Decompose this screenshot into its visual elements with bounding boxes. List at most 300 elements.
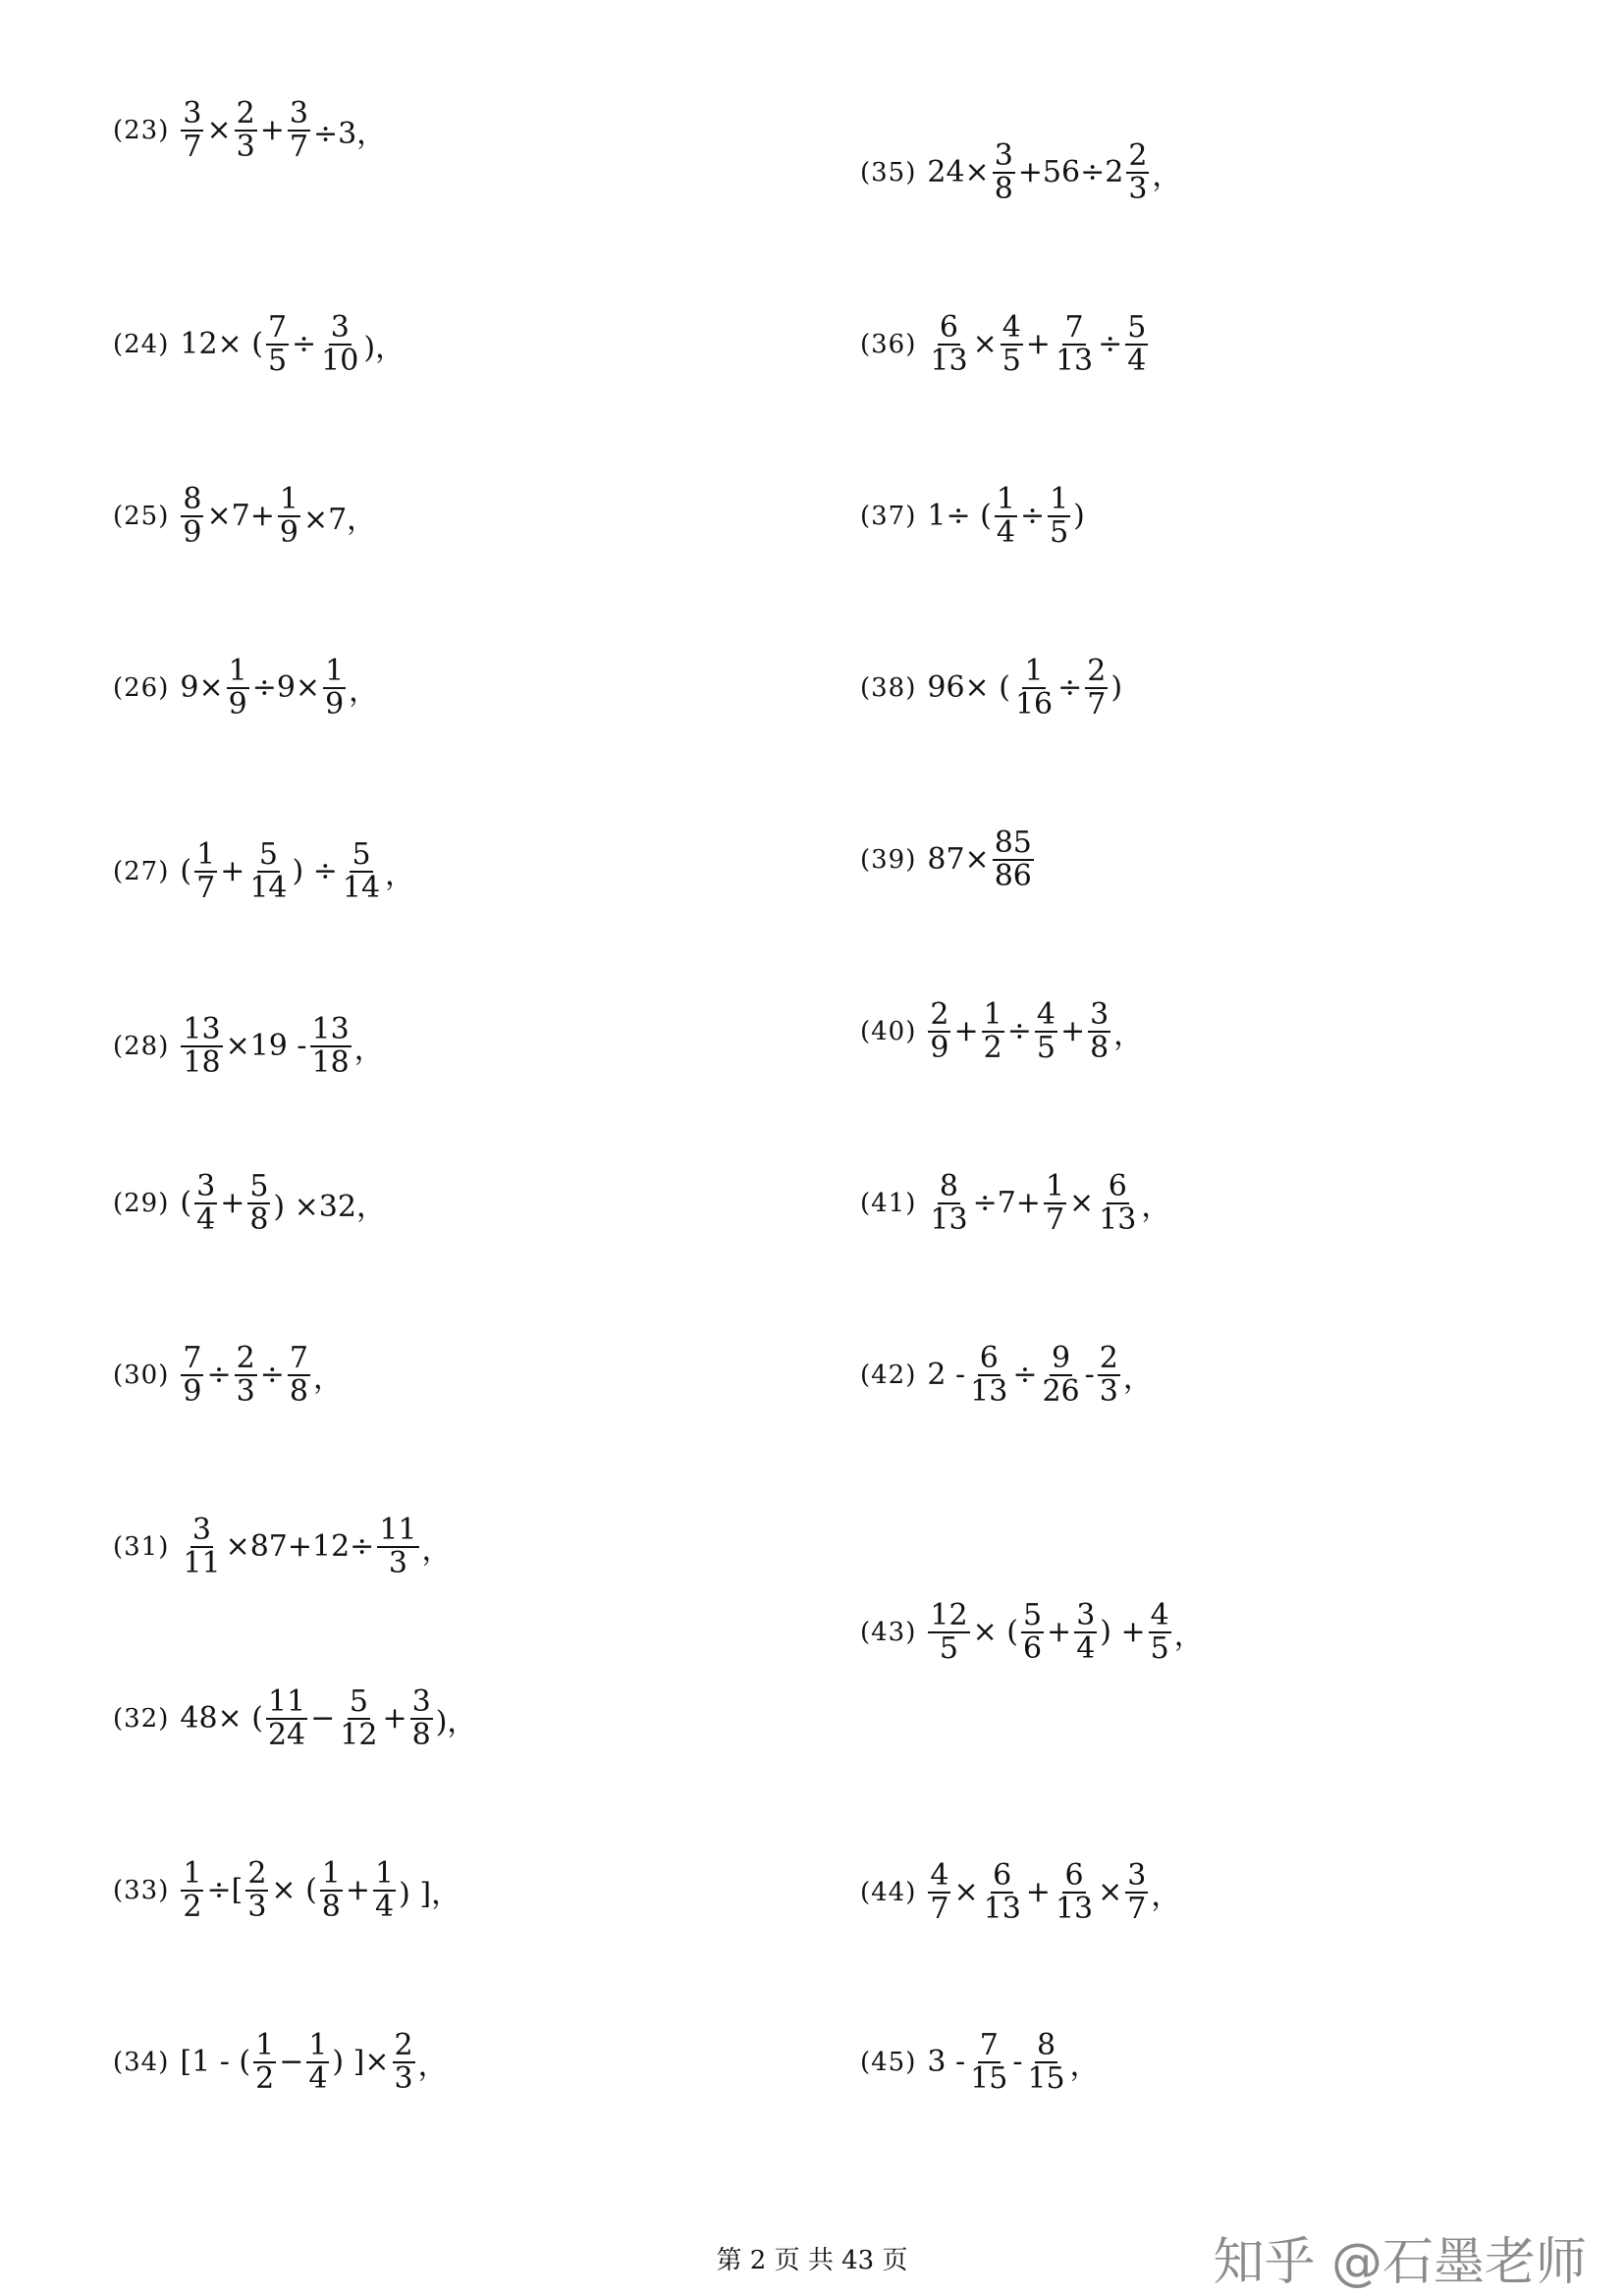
numerator: 2 — [394, 2028, 413, 2062]
problem-expression — [179, 1858, 461, 1922]
operator-text: ， — [1141, 1189, 1171, 1224]
problem-item — [860, 1343, 1154, 1407]
denominator: 2 — [183, 1889, 202, 1924]
denominator: 2 — [983, 1030, 1002, 1065]
problem-item — [860, 1860, 1181, 1924]
numerator: 7 — [979, 2028, 999, 2062]
watermark: 知乎 @石墨老师 — [1213, 2233, 1587, 2292]
denominator: 9 — [279, 514, 298, 550]
numerator: 3 — [411, 1684, 431, 1719]
fraction — [194, 839, 217, 903]
operator-text: ×87+12÷ — [225, 1529, 375, 1564]
fraction — [266, 1686, 307, 1750]
operator-text: ÷ — [1098, 327, 1123, 361]
denominator: 9 — [325, 686, 345, 721]
problem-item — [113, 656, 379, 720]
operator-text: ÷ — [206, 1358, 232, 1392]
fraction — [235, 1343, 257, 1407]
denominator: 2 — [255, 2060, 275, 2096]
problem-number: (33) — [113, 1875, 170, 1905]
denominator: 13 — [930, 343, 968, 378]
fraction — [968, 1343, 1009, 1407]
numerator: 6 — [939, 310, 959, 345]
operator-text: + — [259, 113, 285, 147]
denominator: 15 — [970, 2060, 1008, 2096]
numerator: 1 — [983, 997, 1002, 1032]
denominator: 13 — [1055, 343, 1094, 378]
denominator: 18 — [183, 1044, 221, 1080]
operator-text: + — [953, 1014, 979, 1048]
problem-number: (43) — [860, 1617, 917, 1647]
problem-item — [113, 839, 415, 903]
operator-text: + — [1025, 1875, 1051, 1909]
problem-expression — [926, 1171, 1171, 1235]
operator-text: ， — [1152, 158, 1182, 193]
problem-expression — [179, 312, 406, 376]
fraction — [341, 839, 382, 903]
fraction — [1074, 1600, 1097, 1664]
operator-text: ) ]， — [399, 1876, 461, 1911]
operator-text: ÷9× — [251, 670, 321, 705]
fraction — [968, 2030, 1009, 2094]
denominator: 9 — [228, 686, 247, 721]
problem-expression — [926, 1860, 1181, 1924]
numerator: 3 — [994, 138, 1013, 173]
denominator: 8 — [289, 1373, 308, 1409]
numerator: 8 — [939, 1169, 959, 1203]
operator-text: ， — [385, 857, 415, 892]
operator-text: ) — [1073, 499, 1085, 533]
operator-text: ) ÷ — [292, 854, 338, 888]
fraction — [181, 1858, 203, 1922]
fraction — [181, 1343, 203, 1407]
fraction — [247, 839, 289, 903]
numerator: 11 — [379, 1513, 417, 1547]
fraction — [278, 484, 300, 548]
problem-item — [860, 828, 1036, 891]
fraction — [181, 484, 203, 548]
fraction — [181, 1515, 222, 1578]
problem-expression — [926, 484, 1086, 548]
problem-number: (39) — [860, 844, 917, 875]
problem-number: (37) — [860, 501, 917, 531]
fraction — [338, 1686, 379, 1750]
operator-text: +56÷2 — [1017, 155, 1124, 189]
problem-expression — [179, 484, 377, 548]
denominator: 7 — [1127, 1891, 1147, 1926]
denominator: 3 — [394, 2060, 413, 2096]
denominator: 3 — [247, 1889, 267, 1924]
denominator: 13 — [983, 1891, 1021, 1926]
denominator: 7 — [930, 1891, 949, 1926]
denominator: 13 — [970, 1373, 1008, 1409]
numerator: 3 — [330, 310, 350, 345]
operator-text: + — [220, 854, 245, 888]
problem-item — [860, 999, 1144, 1063]
numerator: 2 — [247, 1856, 267, 1891]
numerator: 11 — [267, 1684, 306, 1719]
denominator: 13 — [1099, 1201, 1137, 1237]
numerator: 3 — [1090, 997, 1110, 1032]
operator-text: ×7， — [302, 502, 377, 537]
operator-text: 96× ( — [927, 670, 1010, 705]
operator-text: - — [1012, 2045, 1023, 2079]
operator-text: ) ×32， — [273, 1189, 386, 1224]
numerator: 1 — [1024, 654, 1044, 688]
numerator: 6 — [979, 1341, 999, 1375]
operator-text: ÷ — [1006, 1014, 1032, 1048]
fraction — [928, 1171, 969, 1235]
problem-expression — [179, 1343, 344, 1407]
denominator: 24 — [267, 1717, 306, 1752]
operator-text: + — [220, 1186, 245, 1220]
problem-number: (34) — [113, 2047, 170, 2077]
numerator: 2 — [1087, 654, 1107, 688]
fraction — [235, 98, 257, 162]
problem-expression — [926, 140, 1182, 204]
problem-expression — [926, 1343, 1154, 1407]
operator-text: 2 - — [927, 1358, 966, 1392]
problem-item — [860, 2030, 1101, 2094]
problem-expression — [179, 1686, 477, 1750]
operator-text: + — [1025, 327, 1051, 361]
fraction — [194, 1171, 217, 1235]
numerator: 3 — [289, 96, 308, 131]
numerator: 5 — [249, 1169, 269, 1203]
denominator: 14 — [342, 870, 381, 905]
numerator: 1 — [308, 2028, 328, 2062]
operator-text: × — [972, 327, 998, 361]
numerator: 5 — [349, 1684, 368, 1719]
denominator: 16 — [1014, 686, 1054, 721]
problem-expression — [179, 98, 387, 162]
numerator: 1 — [228, 654, 247, 688]
numerator: 13 — [183, 1012, 221, 1046]
problem-number: (32) — [113, 1703, 170, 1734]
problem-item — [113, 1515, 453, 1578]
fraction — [928, 1600, 969, 1664]
denominator: 3 — [1099, 1373, 1118, 1409]
operator-text: ×7+ — [206, 499, 275, 533]
operator-text: ÷ — [1057, 670, 1083, 705]
fraction — [1001, 312, 1023, 376]
numerator: 6 — [993, 1858, 1012, 1893]
numerator: 5 — [1127, 310, 1147, 345]
operator-text: ， — [1113, 1017, 1144, 1052]
numerator: 1 — [1045, 1169, 1065, 1203]
denominator: 9 — [930, 1030, 949, 1065]
operator-text: ， — [1173, 1618, 1204, 1653]
fraction — [993, 140, 1015, 204]
operator-text: ， — [417, 2048, 448, 2083]
denominator: 6 — [1022, 1630, 1043, 1666]
operator-text: )， — [435, 1704, 477, 1739]
operator-text: ) ]× — [332, 2045, 390, 2079]
operator-text: × ( — [972, 1615, 1018, 1649]
fraction — [1035, 999, 1057, 1063]
operator-text: ， — [421, 1532, 452, 1568]
problem-number: (27) — [113, 856, 170, 886]
fraction — [1125, 1860, 1148, 1924]
problem-item — [860, 1600, 1205, 1664]
operator-text: - — [1084, 1358, 1095, 1392]
operator-text: ÷7+ — [972, 1186, 1041, 1220]
problem-number: (40) — [860, 1016, 917, 1046]
operator-text: 24× — [927, 155, 990, 189]
problem-item — [113, 1343, 344, 1407]
denominator: 9 — [183, 1373, 202, 1409]
problem-number: (26) — [113, 672, 170, 703]
numerator: 7 — [1064, 310, 1084, 345]
operator-text: × — [1098, 1875, 1123, 1909]
denominator: 5 — [1036, 1030, 1056, 1065]
fraction — [1040, 1343, 1081, 1407]
fraction — [1126, 140, 1149, 204]
problem-item — [860, 1171, 1171, 1235]
numerator: 1 — [255, 2028, 275, 2062]
numerator: 85 — [994, 826, 1032, 860]
denominator: 10 — [321, 343, 359, 378]
operator-text: ÷ — [259, 1358, 285, 1392]
denominator: 5 — [939, 1630, 959, 1666]
fraction — [227, 656, 249, 720]
denominator: 7 — [1087, 686, 1107, 721]
numerator: 4 — [1036, 997, 1056, 1032]
operator-text: × — [206, 113, 232, 147]
problem-number: (23) — [113, 115, 170, 145]
problem-item — [113, 1686, 477, 1750]
operator-text: ， — [349, 673, 379, 709]
denominator: 12 — [340, 1717, 378, 1752]
problem-item — [113, 98, 387, 162]
operator-text: ÷3， — [312, 116, 387, 151]
denominator: 7 — [196, 870, 216, 905]
numerator: 7 — [267, 310, 288, 345]
fraction — [323, 656, 346, 720]
operator-text: + — [1047, 1615, 1072, 1649]
denominator: 13 — [930, 1201, 968, 1237]
fraction — [410, 1686, 433, 1750]
numerator: 3 — [191, 1513, 212, 1547]
problem-item — [860, 484, 1086, 548]
denominator: 4 — [308, 2060, 328, 2096]
problem-number: (42) — [860, 1360, 917, 1390]
denominator: 13 — [1055, 1891, 1094, 1926]
denominator: 8 — [994, 171, 1013, 206]
fraction — [310, 1014, 352, 1078]
numerator: 6 — [1064, 1858, 1084, 1893]
fraction — [319, 312, 360, 376]
problem-number: (41) — [860, 1188, 917, 1218]
fraction — [1044, 1171, 1066, 1235]
problem-item — [113, 2030, 449, 2094]
fraction — [982, 1860, 1023, 1924]
denominator: 3 — [1128, 171, 1148, 206]
problem-number: (36) — [860, 329, 917, 359]
fraction — [1125, 312, 1148, 376]
operator-text: × — [953, 1875, 979, 1909]
numerator: 2 — [236, 96, 255, 131]
problem-expression — [926, 656, 1123, 720]
problem-number: (31) — [113, 1531, 170, 1562]
problem-expression — [926, 828, 1036, 891]
page-footer: 第 2 页 共 43 页 — [716, 2246, 908, 2275]
operator-text: ) — [1110, 670, 1123, 705]
denominator: 26 — [1042, 1373, 1080, 1409]
fraction — [982, 999, 1004, 1063]
numerator: 2 — [1128, 138, 1148, 173]
problem-number: (29) — [113, 1188, 170, 1218]
denominator: 7 — [183, 129, 202, 164]
operator-text: 1÷ ( — [927, 499, 992, 533]
fraction — [995, 484, 1017, 548]
problem-expression — [179, 1014, 384, 1078]
problem-expression — [926, 1600, 1204, 1664]
numerator: 1 — [321, 1856, 341, 1891]
operator-text: × ( — [271, 1873, 317, 1907]
fraction — [1048, 484, 1070, 548]
numerator: 4 — [1001, 310, 1021, 345]
numerator: 5 — [1022, 1598, 1043, 1632]
fraction — [1025, 2030, 1066, 2094]
denominator: 8 — [249, 1201, 269, 1237]
problem-expression — [926, 2030, 1100, 2094]
problem-expression — [179, 1515, 452, 1578]
numerator: 3 — [1127, 1858, 1147, 1893]
denominator: 4 — [1076, 1630, 1096, 1666]
numerator: 2 — [236, 1341, 255, 1375]
operator-text: ÷ — [1012, 1358, 1038, 1392]
denominator: 15 — [1027, 2060, 1065, 2096]
fraction — [1013, 656, 1055, 720]
denominator: 5 — [267, 343, 288, 378]
denominator: 3 — [236, 129, 255, 164]
fraction — [1054, 1860, 1095, 1924]
denominator: 8 — [411, 1717, 431, 1752]
operator-text: − — [279, 2045, 304, 2079]
operator-text: ， — [1069, 2048, 1100, 2083]
operator-text: ( — [180, 1186, 192, 1220]
problem-item — [113, 312, 406, 376]
operator-text: ， — [353, 1032, 384, 1067]
denominator: 18 — [311, 1044, 350, 1080]
denominator: 4 — [375, 1889, 395, 1924]
numerator: 12 — [930, 1598, 968, 1632]
numerator: 3 — [183, 96, 202, 131]
numerator: 1 — [375, 1856, 395, 1891]
operator-text: ， — [1122, 1361, 1153, 1396]
numerator: 7 — [183, 1341, 202, 1375]
fraction — [928, 312, 969, 376]
operator-text: ×19 - — [225, 1029, 307, 1063]
problem-number: (28) — [113, 1031, 170, 1061]
problem-number: (25) — [113, 501, 170, 531]
numerator: 4 — [1150, 1598, 1169, 1632]
denominator: 9 — [183, 514, 202, 550]
problem-item — [113, 1014, 385, 1078]
denominator: 3 — [236, 1373, 255, 1409]
denominator: 4 — [1127, 343, 1147, 378]
operator-text: × — [1069, 1186, 1095, 1220]
operator-text: ， — [312, 1361, 343, 1396]
problem-number: (38) — [860, 672, 917, 703]
fraction — [1085, 656, 1108, 720]
fraction — [1097, 1171, 1138, 1235]
denominator: 4 — [196, 1201, 216, 1237]
numerator: 3 — [1076, 1598, 1096, 1632]
numerator: 3 — [196, 1169, 216, 1203]
operator-text: 12× ( — [180, 327, 263, 361]
fraction — [181, 98, 203, 162]
numerator: 6 — [1108, 1169, 1127, 1203]
fraction — [928, 999, 950, 1063]
numerator: 5 — [258, 837, 278, 872]
denominator: 14 — [249, 870, 288, 905]
fraction — [247, 1171, 270, 1235]
problem-number: (44) — [860, 1877, 917, 1907]
numerator: 1 — [325, 654, 345, 688]
operator-text: ÷ — [1019, 499, 1046, 533]
fraction — [266, 312, 289, 376]
operator-text: 48× ( — [180, 1701, 263, 1735]
problem-expression — [179, 1171, 387, 1235]
operator-text: ， — [1151, 1878, 1181, 1913]
operator-text: 87× — [927, 842, 990, 877]
operator-text: ÷[ — [206, 1873, 244, 1907]
operator-text: [1 - ( — [180, 2045, 251, 2079]
fraction — [306, 2030, 329, 2094]
denominator: 3 — [388, 1545, 407, 1580]
fraction — [320, 1858, 343, 1922]
denominator: 7 — [1045, 1201, 1065, 1237]
denominator: 4 — [996, 514, 1015, 550]
denominator: 5 — [1050, 514, 1069, 550]
numerator: 4 — [930, 1858, 949, 1893]
numerator: 1 — [196, 837, 216, 872]
numerator: 9 — [1052, 1341, 1071, 1375]
denominator: 86 — [994, 858, 1032, 893]
operator-text: 3 - — [927, 2045, 966, 2079]
denominator: 8 — [1090, 1030, 1110, 1065]
fraction — [1098, 1343, 1120, 1407]
fraction — [928, 1860, 950, 1924]
problem-expression — [179, 839, 415, 903]
operator-text: + — [1059, 1014, 1086, 1048]
operator-text: 9× — [180, 670, 224, 705]
problem-item — [860, 312, 1150, 376]
problem-number: (24) — [113, 329, 170, 359]
numerator: 5 — [352, 837, 371, 872]
operator-text: ) + — [1100, 1615, 1146, 1649]
numerator: 1 — [183, 1856, 202, 1891]
fraction — [1021, 1600, 1044, 1664]
numerator: 8 — [1037, 2028, 1056, 2062]
denominator: 5 — [1001, 343, 1021, 378]
fraction — [1149, 1600, 1171, 1664]
operator-text: ÷ — [292, 327, 317, 361]
operator-text: + — [345, 1873, 371, 1907]
operator-text: − — [310, 1701, 336, 1735]
problem-item — [860, 140, 1182, 204]
fraction — [253, 2030, 276, 2094]
denominator: 8 — [321, 1889, 341, 1924]
fraction — [1088, 999, 1110, 1063]
operator-text: + — [382, 1701, 407, 1735]
fraction — [288, 1343, 310, 1407]
problem-expression — [179, 656, 379, 720]
problem-number: (45) — [860, 2047, 917, 2077]
fraction — [245, 1858, 268, 1922]
